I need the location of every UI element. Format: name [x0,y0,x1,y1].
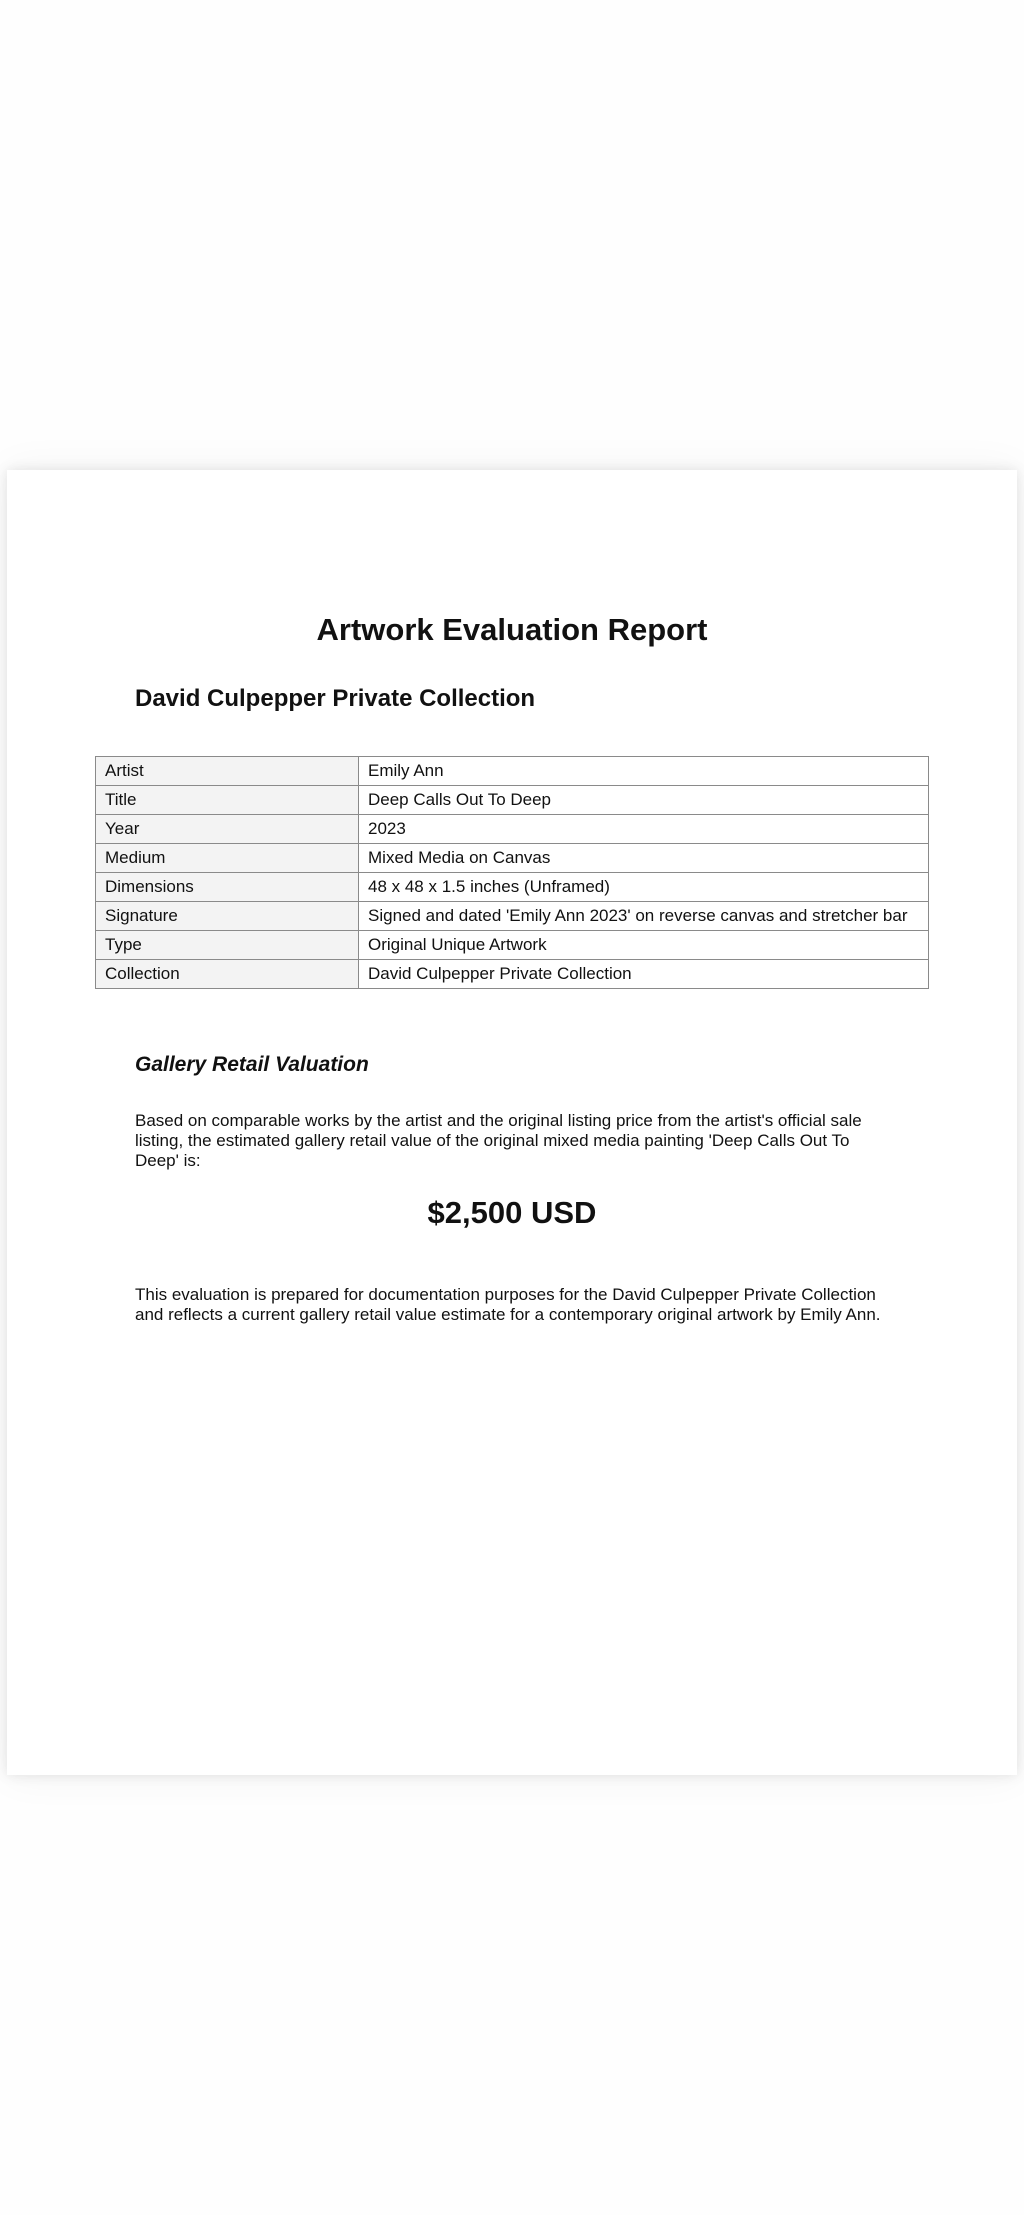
row-label-medium: Medium [96,844,359,873]
row-value-collection: David Culpepper Private Collection [359,960,929,989]
table-row [96,844,929,873]
table-row [96,786,929,815]
closing-paragraph: This evaluation is prepared for documentation purposes for the David Culpepper Private Collection and reflects a current gallery retail value estimate for a contemporary original artwork by Emily Ann. [135,1285,881,1324]
row-value-medium: Mixed Media on Canvas [359,844,929,873]
table-row [96,931,929,960]
row-label-dimensions: Dimensions [96,873,359,902]
valuation-basis-paragraph: Based on comparable works by the artist and the original listing price from the artist's official sale listing, the estimated gallery retail value of the original mixed media painting 'Deep Calls Out To Deep' is: [135,1111,862,1170]
report-title: Artwork Evaluation Report [316,612,708,647]
document-page [7,470,1017,1775]
row-label-signature: Signature [96,902,359,931]
row-value-year: 2023 [359,815,929,844]
collection-heading: David Culpepper Private Collection [135,685,536,712]
row-label-year: Year [96,815,359,844]
table-row [96,902,929,931]
row-value-type: Original Unique Artwork [359,931,929,960]
row-label-title: Title [96,786,359,815]
row-value-signature: Signed and dated 'Emily Ann 2023' on reverse canvas and stretcher bar [359,902,929,931]
row-label-type: Type [96,931,359,960]
row-value-title: Deep Calls Out To Deep [359,786,929,815]
row-value-dimensions: 48 x 48 x 1.5 inches (Unframed) [359,873,929,902]
row-label-artist: Artist [96,757,359,786]
table-row [96,815,929,844]
table-row [96,757,929,786]
table-row [96,960,929,989]
valuation-amount: $2,500 USD [427,1195,597,1230]
row-label-collection: Collection [96,960,359,989]
artwork-details-table [95,756,929,989]
valuation-heading: Gallery Retail Valuation [135,1053,369,1076]
row-value-artist: Emily Ann [359,757,929,786]
table-row [96,873,929,902]
